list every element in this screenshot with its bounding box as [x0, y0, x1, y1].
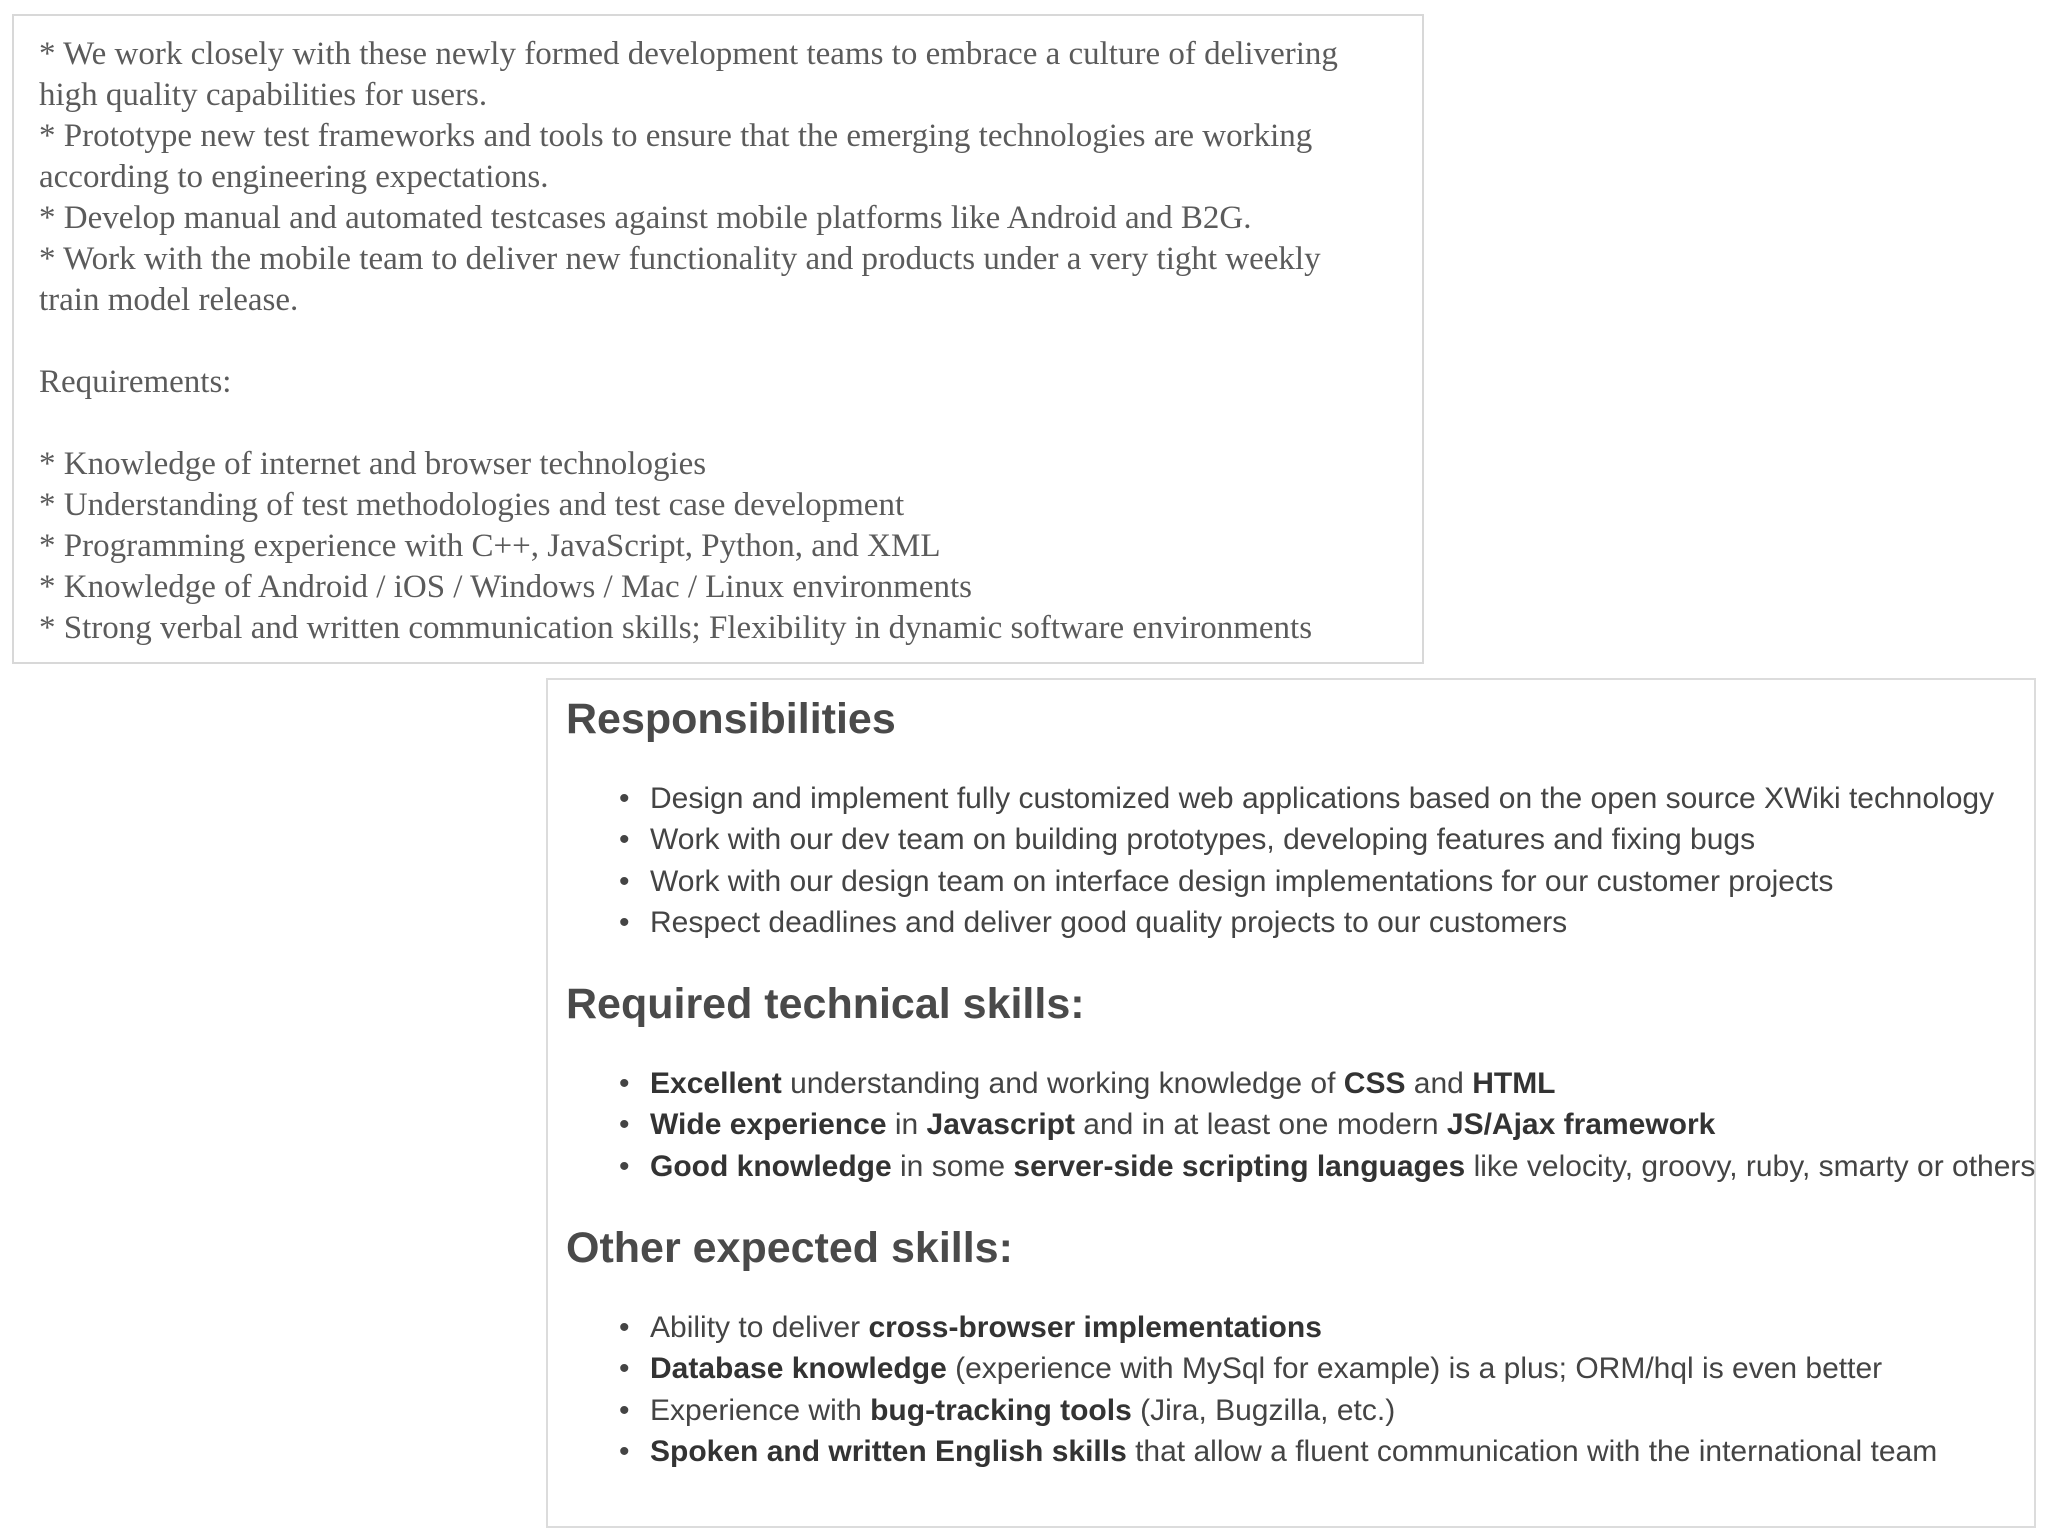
requirement-line: * Strong verbal and written communication skills; Flexibility in dynamic software environments [39, 610, 1313, 646]
description-line: according to engineering expectations. [39, 159, 549, 195]
list-item [566, 1063, 2034, 1104]
text: and [1405, 1067, 1473, 1101]
bullet-icon: • [619, 1311, 630, 1345]
text: (experience with MySql for example) is a plus; ORM/hql is even better [946, 1352, 1883, 1386]
requirement-line: * Knowledge of internet and browser technologies [39, 446, 707, 482]
text: Ability to deliver [650, 1311, 869, 1345]
list-item-text [650, 1394, 1395, 1427]
list-item-text [650, 1435, 1937, 1468]
bold-text: JS/Ajax framework [1446, 1108, 1716, 1142]
requirement-line: * Knowledge of Android / iOS / Windows / Mac / Linux environments [39, 569, 972, 605]
list-item [566, 819, 2034, 860]
list-item-text [650, 1352, 1882, 1385]
bold-text: HTML [1472, 1067, 1556, 1101]
bold-text: server-side scripting languages [1013, 1149, 1466, 1183]
bold-text: Good knowledge [650, 1149, 892, 1183]
job-description-panel-serif [12, 14, 1424, 664]
bold-text: cross-browser implementations [868, 1311, 1322, 1345]
list-item-text [650, 1150, 2035, 1183]
list-item [566, 861, 2034, 902]
list-item [566, 1390, 2034, 1431]
bullet-icon: • [619, 823, 630, 857]
list-item-text [650, 1108, 1715, 1141]
list-item [566, 1104, 2034, 1145]
bullet-icon: • [619, 1434, 630, 1468]
requirement-line: * Programming experience with C++, JavaScript, Python, and XML [39, 528, 941, 564]
bullet-icon: • [619, 1352, 630, 1386]
bullet-icon: • [619, 864, 630, 898]
blank-line [39, 321, 1400, 362]
bold-text: Database knowledge [650, 1352, 947, 1386]
requirement-line: * Understanding of test methodologies and test case development [39, 487, 905, 523]
bullet-icon: • [619, 1108, 630, 1142]
bullet-icon: • [619, 905, 630, 939]
list-item-text: Work with our dev team on building prototypes, developing features and fixing bugs [650, 823, 1756, 857]
list-item [566, 1146, 2034, 1187]
job-description-panel-sans [546, 678, 2036, 1528]
bold-text: bug-tracking tools [870, 1393, 1132, 1427]
list-item [566, 1307, 2034, 1348]
bold-text: Spoken and written English skills [650, 1434, 1127, 1468]
list-item-text [650, 1067, 1556, 1100]
requirements-label: Requirements: [39, 364, 232, 400]
text: and in at least one modern [1074, 1108, 1447, 1142]
bold-text: Wide experience [650, 1108, 887, 1142]
description-line: high quality capabilities for users. [39, 77, 488, 113]
bold-text: CSS [1343, 1067, 1406, 1101]
list-item [566, 902, 2034, 943]
description-line: * Prototype new test frameworks and tools to ensure that the emerging technologies are working [39, 118, 1313, 154]
other-skills-heading: Other expected skills: [566, 1224, 1013, 1273]
bold-text: Excellent [650, 1067, 782, 1101]
bullet-icon: • [619, 1067, 630, 1101]
description-line: * Work with the mobile team to deliver new functionality and products under a very tight weekly [39, 241, 1321, 277]
technical-skills-list [566, 1063, 2034, 1187]
blank-line [39, 403, 1400, 444]
bullet-icon: • [619, 1149, 630, 1183]
list-item-text: Respect deadlines and deliver good quality projects to our customers [650, 905, 1568, 939]
list-item-text: Design and implement fully customized web applications based on the open source XWiki technology [650, 782, 1995, 815]
description-line: * We work closely with these newly formed development teams to embrace a culture of delivering [39, 36, 1338, 72]
text: (Jira, Bugzilla, etc.) [1131, 1393, 1396, 1427]
text: in some [891, 1149, 1014, 1183]
bullet-icon: • [619, 782, 630, 815]
list-item [566, 1431, 2034, 1472]
text: that allow a fluent communication with the international team [1126, 1434, 1938, 1468]
other-skills-list [566, 1307, 2034, 1472]
bullet-icon: • [619, 1393, 630, 1427]
responsibilities-heading: Responsibilities [566, 695, 896, 743]
text: Experience with [650, 1393, 871, 1427]
bold-text: Javascript [926, 1108, 1075, 1142]
responsibilities-list [566, 778, 2034, 943]
list-item-text [650, 1311, 1322, 1344]
list-item [566, 1348, 2034, 1389]
description-line: * Develop manual and automated testcases against mobile platforms like Android and B2G. [39, 200, 1252, 236]
list-item-text: Work with our design team on interface design implementations for our customer projects [650, 864, 1834, 898]
technical-skills-heading: Required technical skills: [566, 980, 1085, 1029]
list-item [566, 778, 2034, 819]
description-line: train model release. [39, 282, 299, 318]
text: like velocity, groovy, ruby, smarty or others [1465, 1149, 2036, 1183]
text: understanding and working knowledge of [781, 1067, 1344, 1101]
text: in [886, 1108, 927, 1142]
